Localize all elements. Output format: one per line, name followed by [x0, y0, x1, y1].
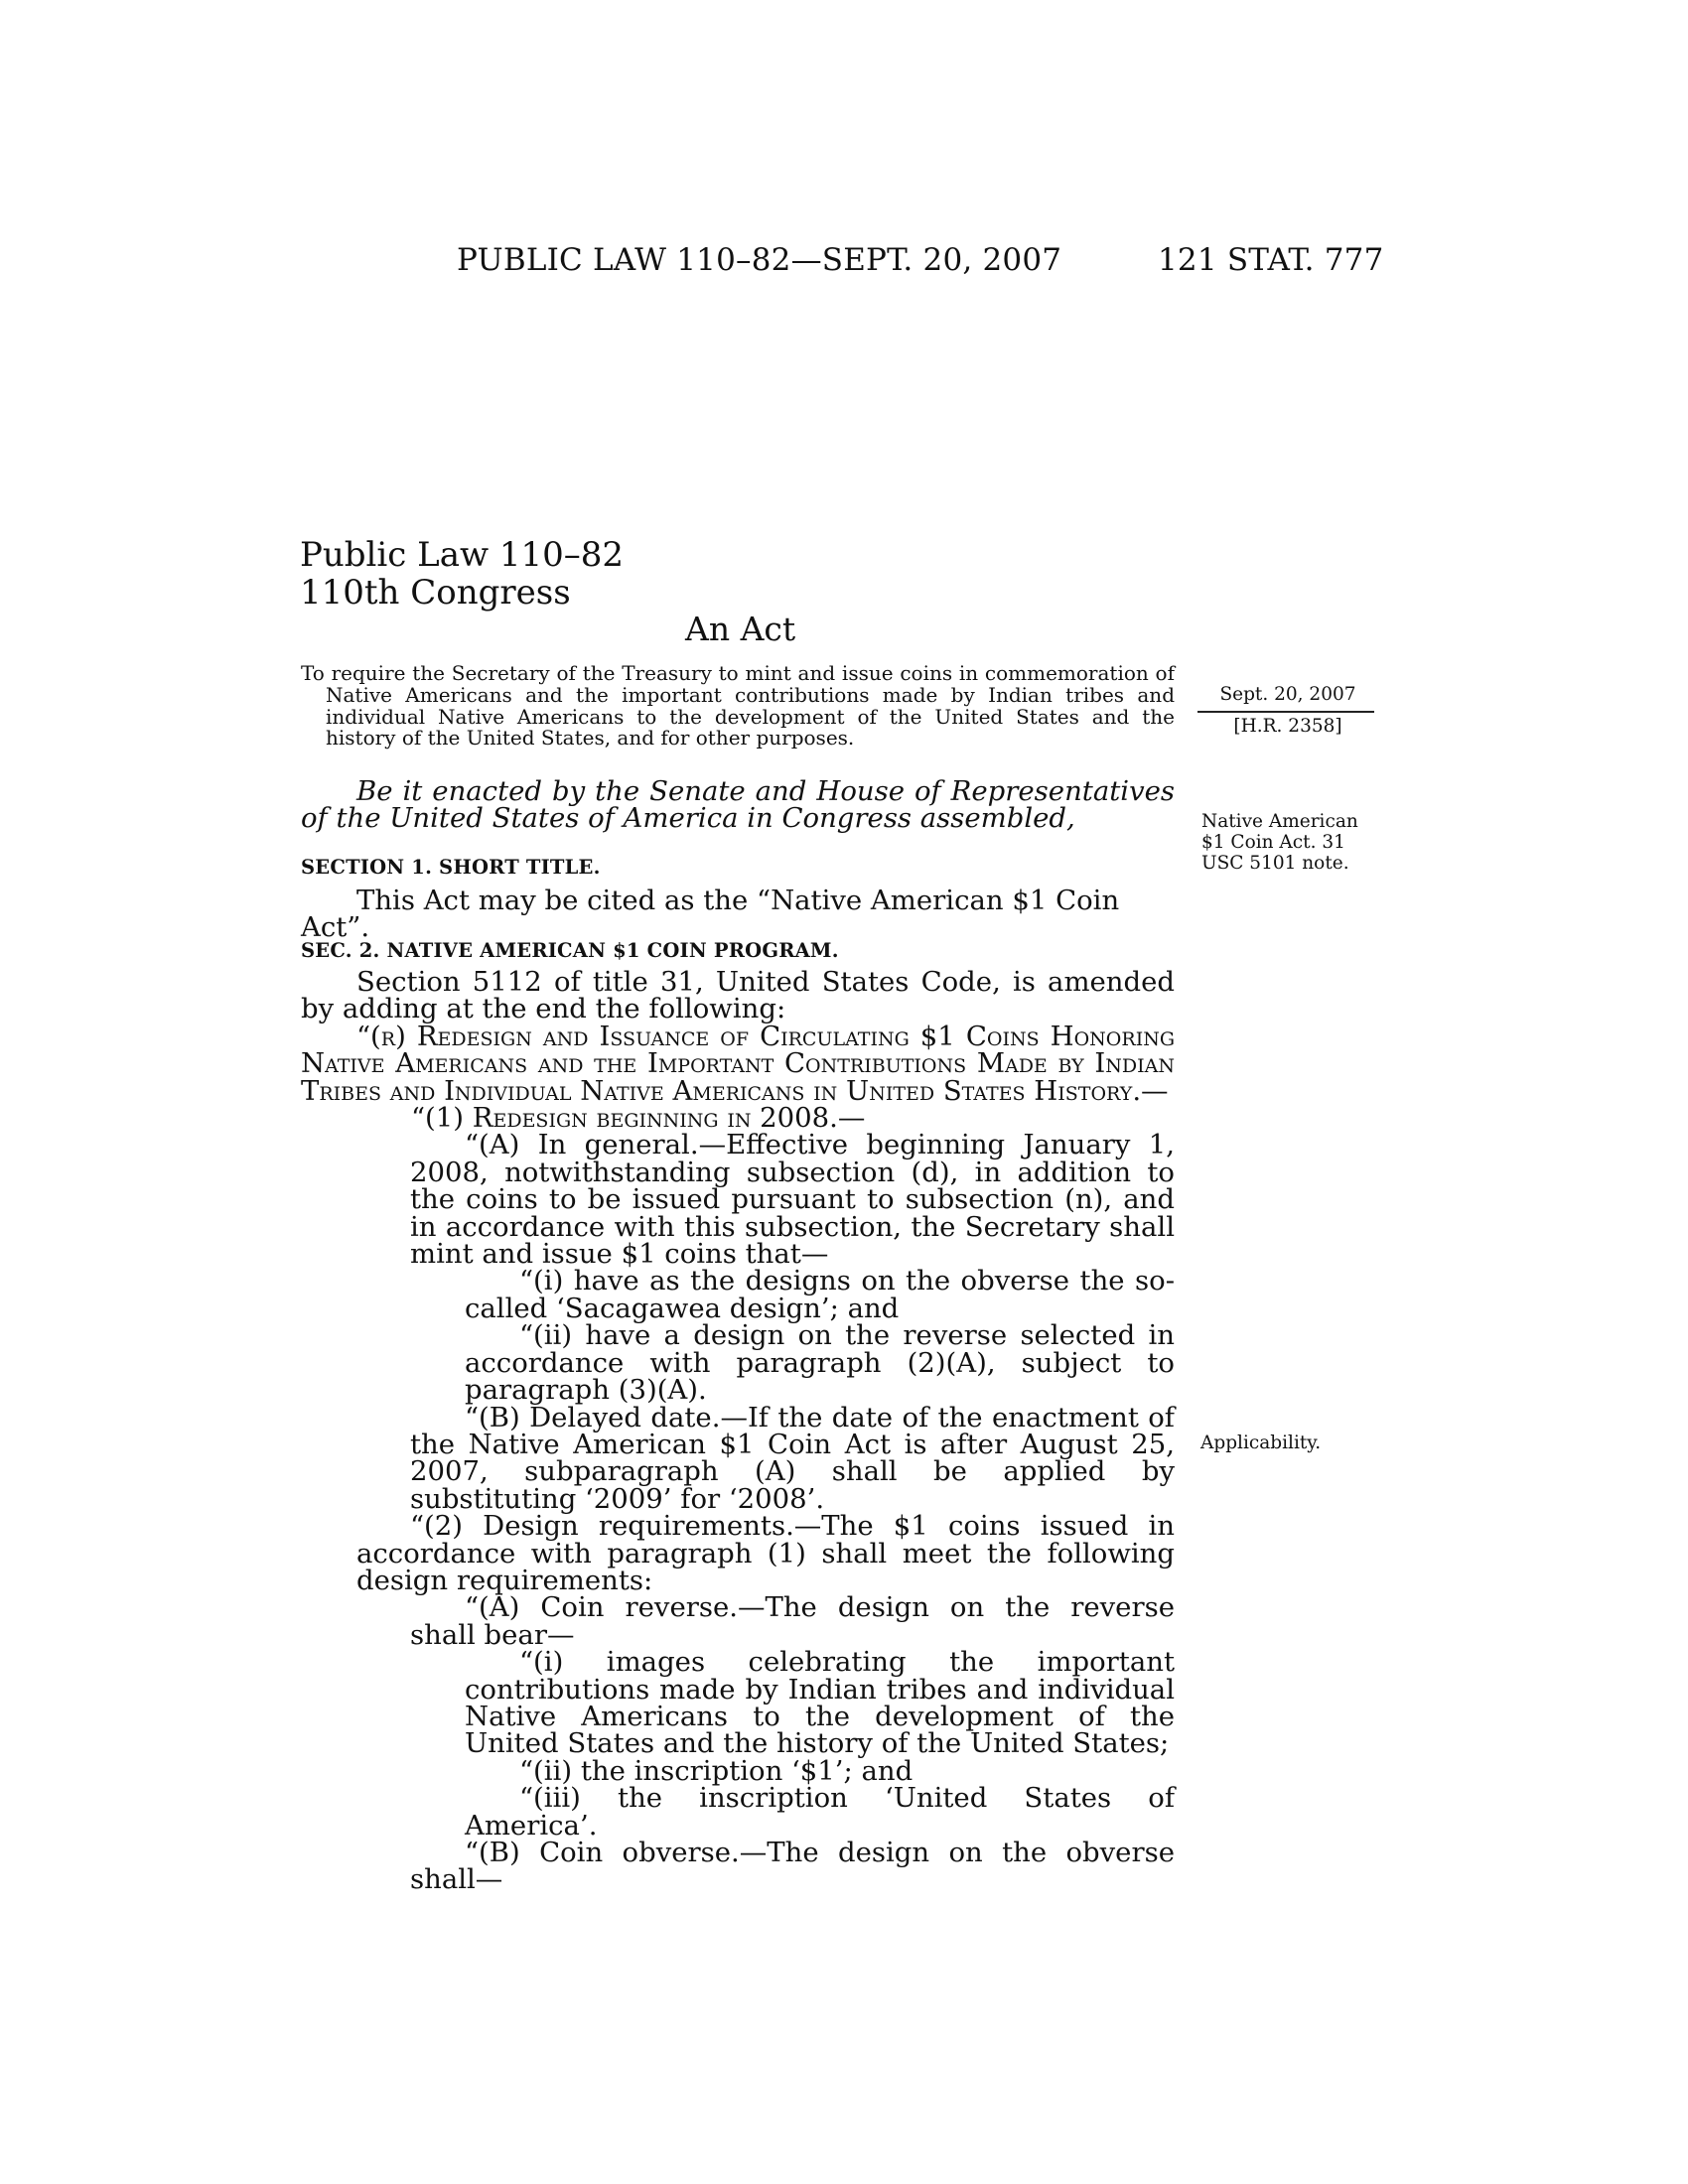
paragraph-1-A: “(A) In general.—Effective beginning January 1, 2008, notwithstanding subsection (d), in addition to the coins to be issued pursuant to subsection (n), and in accordance with this subsection, the Secretary shall mint and issue $1 coins that—: [410, 1129, 1175, 1271]
margin-note-divider: [1197, 711, 1374, 713]
paragraph-1-heading: “(1) Redesign beginning in 2008.—: [411, 1102, 866, 1135]
section-2-heading: SEC. 2. NATIVE AMERICAN $1 COIN PROGRAM.: [301, 939, 839, 962]
section-1-text: This Act may be cited as the “Native American $1 Coin Act”.: [301, 885, 1120, 944]
section-2-intro: Section 5112 of title 31, United States Code, is amended by adding at the end the following:: [301, 966, 1175, 1025]
paragraph-1-A-i: “(i) have as the designs on the obverse the so-called ‘Sacagawea design’; and: [465, 1265, 1175, 1324]
approval-date-note: Sept. 20, 2007: [1219, 684, 1356, 705]
short-title-margin-note: Native American $1 Coin Act. 31 USC 5101 note.: [1201, 811, 1358, 874]
subsection-r-heading: “(r) Redesign and Issuance of Circulating $1 Coins Honoring Native Americans and the Important Contributions Made by Indian Tribes and Individual Native Americans in United States History.—: [301, 1020, 1175, 1107]
paragraph-2-A-i: “(i) images celebrating the important contributions made by Indian tribes and individual Native Americans to the development of the United States and the history of the United States;: [465, 1646, 1175, 1760]
paragraph-1-A-ii: “(ii) have a design on the reverse selected in accordance with paragraph (2)(A), subject to paragraph (3)(A).: [465, 1319, 1175, 1407]
enacting-clause: Be it enacted by the Senate and House of Representatives of the United States of America in Congress assembled,: [301, 775, 1175, 835]
act-heading: An Act: [685, 610, 796, 648]
page-citation: 121 STAT. 777: [1158, 242, 1384, 278]
running-header-title: PUBLIC LAW 110–82—SEPT. 20, 2007: [457, 242, 1062, 278]
applicability-margin-note: Applicability.: [1200, 1433, 1322, 1453]
paragraph-2-A-ii: “(ii) the inscription ‘$1’; and: [519, 1754, 914, 1787]
congress-number: 110th Congress: [300, 573, 571, 613]
section-1-heading: SECTION 1. SHORT TITLE.: [301, 856, 601, 879]
paragraph-2-A-iii: “(iii) the inscription ‘United States of America’.: [465, 1782, 1175, 1842]
long-title: To require the Secretary of the Treasury to mint and issue coins in commemoration of Native Americans and the important contributions made by Indian tribes and individual Native Americans to the development of the United States and the history of the United States, and for other purposes.: [301, 661, 1175, 751]
paragraph-2: “(2) Design requirements.—The $1 coins issued in accordance with paragraph (1) shall meet the following design requirements:: [356, 1510, 1175, 1596]
paragraph-2-B: “(B) Coin obverse.—The design on the obverse shall—: [410, 1837, 1175, 1896]
paragraph-2-A: “(A) Coin reverse.—The design on the reverse shall bear—: [410, 1591, 1175, 1651]
paragraph-1-B: “(B) Delayed date.—If the date of the enactment of the Native American $1 Coin Act is after August 25, 2007, subparagraph (A) shall be applied by substituting ‘2009’ for ‘2008’.: [410, 1401, 1175, 1515]
public-law-number: Public Law 110–82: [300, 535, 625, 575]
section-2-body: [301, 966, 1175, 1896]
bill-number-note: [H.R. 2358]: [1233, 716, 1342, 737]
